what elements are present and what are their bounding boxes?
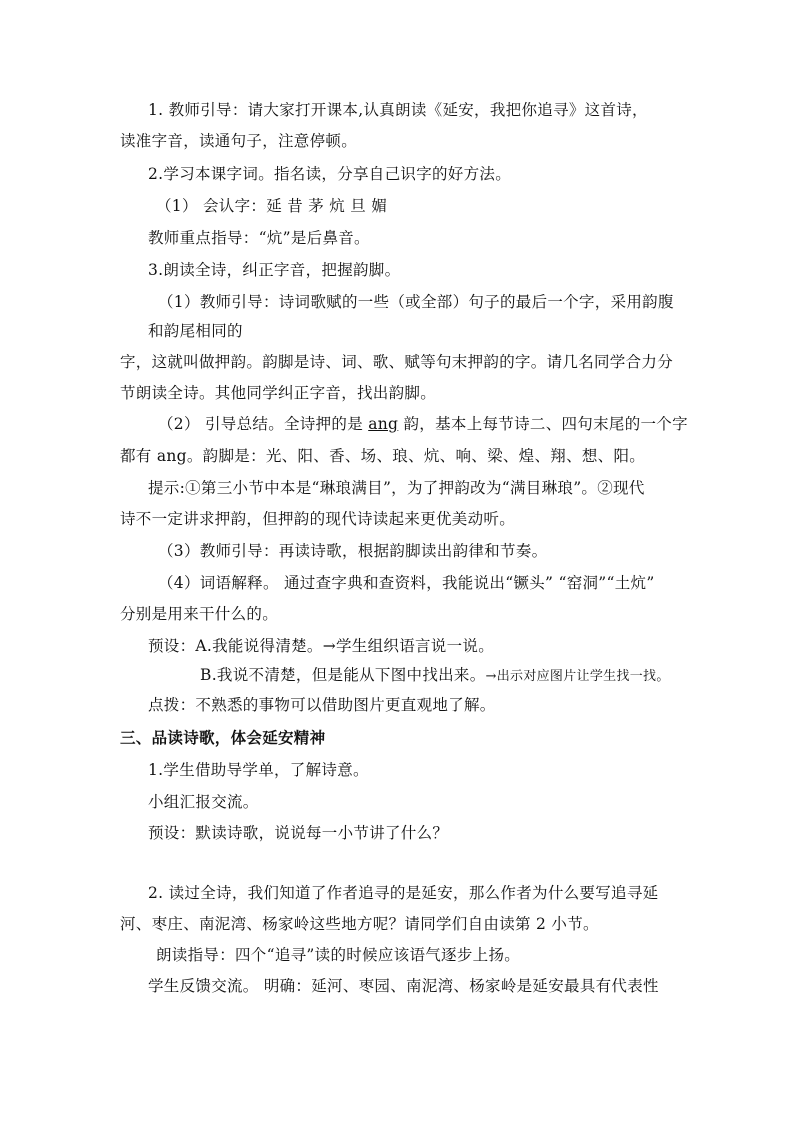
paragraph-line: 都有 ang。韵脚是：光、阳、香、场、琅、炕、响、梁、煌、翔、想、阳。 — [120, 447, 646, 465]
paragraph-line: 预设：A.我能说得清楚。→学生组织语言说一说。 — [148, 637, 495, 655]
text-run: B.我说不清楚，但是能从下图中找出来。 — [200, 666, 486, 684]
paragraph-line: 字，这就叫做押韵。韵脚是诗、词、歌、赋等句末押韵的字。请几名同学合力分 — [120, 353, 674, 371]
paragraph-line: 教师重点指导：“炕”是后鼻音。 — [148, 229, 370, 247]
paragraph-line: 节朗读全诗。其他同学纠正字音，找出韵脚。 — [120, 384, 437, 402]
section-heading: 三、品读诗歌，体会延安精神 — [120, 728, 326, 747]
text-run: （2） 引导总结。全诗押的是 — [158, 415, 369, 433]
paragraph-line: 提示:①第三小节中本是“琳琅满目”，为了押韵改为“满目琳琅”。②现代 — [148, 479, 645, 497]
underlined-term: ang — [368, 415, 399, 433]
paragraph-line: 预设：默读诗歌，说说每一小节讲了什么？ — [148, 824, 449, 842]
paragraph-line: 分别是用来干什么的。 — [120, 605, 279, 623]
paragraph-line: （1）教师引导：诗词歌赋的一些（或全部）句子的最后一个字，采用韵腹 — [158, 293, 674, 311]
text-run: 韵，基本上每节诗二、四句末尾的一个字 — [398, 415, 688, 433]
paragraph-line: 和韵尾相同的 — [148, 322, 243, 340]
paragraph-line: 朗读指导：四个“追寻”读的时候应该语气逐步上扬。 — [156, 946, 521, 964]
paragraph-line: 小组汇报交流。 — [148, 793, 259, 811]
paragraph-line: 河、枣庄、南泥湾、杨家岭这些地方呢？请同学们自由读第 2 小节。 — [120, 915, 599, 933]
paragraph-line: 2. 读过全诗，我们知道了作者追寻的是延安，那么作者为什么要写追寻延 — [148, 884, 659, 902]
paragraph-line: （3）教师引导：再读诗歌，根据韵脚读出韵律和节奏。 — [158, 542, 548, 560]
paragraph-line: 读准字音，读通句子，注意停顿。 — [120, 132, 358, 150]
paragraph-line: （1） 会认字：延 昔 茅 炕 旦 媚 — [156, 197, 388, 215]
small-note: →出示对应图片让学生找一找。 — [485, 669, 670, 684]
paragraph-line — [158, 413, 688, 435]
paragraph-line: 1. 教师引导：请大家打开课本,认真朗读《延安，我把你追寻》这首诗， — [148, 101, 648, 119]
paragraph-line: 诗不一定讲求押韵，但押韵的现代诗读起来更优美动听。 — [120, 510, 516, 528]
paragraph-line: 1.学生借助导学单，了解诗意。 — [148, 761, 369, 779]
paragraph-line — [200, 664, 670, 688]
paragraph-line: （4）词语解释。 通过查字典和查资料，我能说出“镢头” “窑洞”“土炕” — [158, 574, 655, 592]
paragraph-line: 3.朗读全诗，纠正字音，把握韵脚。 — [148, 261, 401, 279]
paragraph-line: 学生反馈交流。 明确：延河、枣园、南泥湾、杨家岭是延安最具有代表性 — [148, 977, 659, 995]
paragraph-line: 2.学习本课字词。指名读，分享自己识字的好方法。 — [148, 165, 511, 183]
paragraph-line: 点拨：不熟悉的事物可以借助图片更直观地了解。 — [148, 696, 496, 714]
